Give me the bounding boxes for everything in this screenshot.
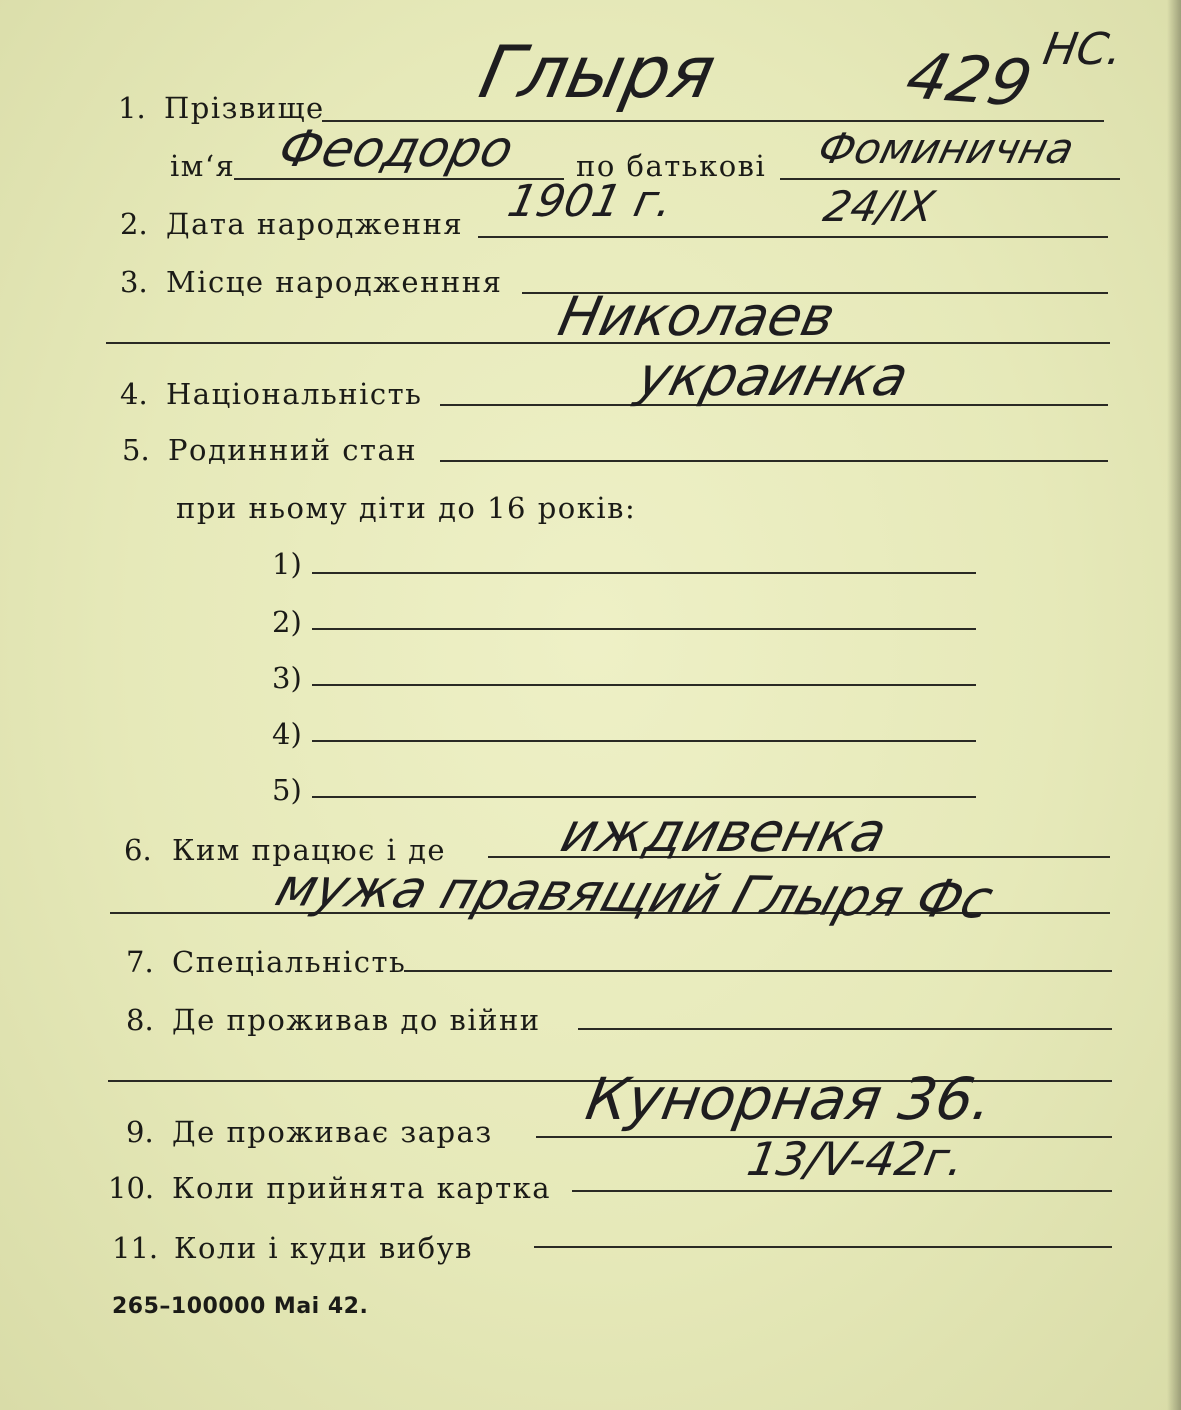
field-9-number: 9. bbox=[126, 1115, 154, 1149]
handwritten-surname: Глыря bbox=[472, 30, 723, 114]
child-item-2-line bbox=[312, 628, 976, 630]
field-departure-line bbox=[534, 1246, 1112, 1248]
field-8-number: 8. bbox=[126, 1003, 154, 1037]
field-marital-status-label: Родинний стан bbox=[168, 433, 418, 467]
field-patronymic-label: по батькові bbox=[576, 149, 767, 183]
field-prewar-residence-line bbox=[578, 1028, 1112, 1030]
field-10-number: 10. bbox=[108, 1171, 155, 1205]
field-surname-label: Прізвище bbox=[164, 91, 325, 125]
field-11-number: 11. bbox=[112, 1231, 159, 1265]
field-card-accepted-label: Коли прийнята картка bbox=[172, 1171, 552, 1205]
handwritten-birthplace: Николаев bbox=[553, 285, 841, 348]
field-first-name-label: ім‘я bbox=[170, 149, 236, 183]
handwritten-current-residence: Кунорная 36. bbox=[581, 1065, 998, 1133]
field-nationality-label: Національність bbox=[166, 377, 423, 411]
handwritten-occupation-line-2: мужа правящий Глыря Фс bbox=[268, 858, 1000, 931]
handwritten-first-name: Феодоро bbox=[273, 120, 520, 178]
field-7-number: 7. bbox=[126, 945, 154, 979]
field-birthplace-label: Місце народженння bbox=[166, 265, 503, 299]
handwritten-card-date: 13/V-42г. bbox=[743, 1132, 969, 1186]
field-specialty-line bbox=[404, 970, 1112, 972]
field-4-number: 4. bbox=[120, 377, 148, 411]
child-item-4-line bbox=[312, 740, 976, 742]
field-marital-status-line bbox=[440, 460, 1108, 462]
field-5-number: 5. bbox=[122, 433, 150, 467]
field-1-number: 1. bbox=[118, 91, 146, 125]
handwritten-birth-day: 24/IX bbox=[819, 182, 939, 231]
handwritten-patronymic: Фоминична bbox=[813, 124, 1080, 173]
field-current-residence-label: Де проживає зараз bbox=[172, 1115, 493, 1149]
field-birth-date-label: Дата народження bbox=[166, 207, 464, 241]
field-birth-date-line bbox=[478, 236, 1108, 238]
handwritten-nationality: украинка bbox=[631, 345, 915, 408]
field-occupation-label: Ким працює і де bbox=[172, 833, 447, 867]
child-item-3-number: 3) bbox=[272, 661, 302, 695]
child-item-2-number: 2) bbox=[272, 605, 302, 639]
handwritten-occupation-line-1: иждивенка bbox=[555, 801, 893, 864]
handwritten-birth-year: 1901 г. bbox=[503, 176, 678, 227]
field-card-accepted-line bbox=[572, 1190, 1112, 1192]
field-specialty-label: Спеціальність bbox=[172, 945, 407, 979]
field-prewar-residence-label: Де проживав до війни bbox=[172, 1003, 541, 1037]
child-item-5-number: 5) bbox=[272, 773, 302, 807]
field-departure-label: Коли і куди вибув bbox=[174, 1231, 473, 1265]
field-2-number: 2. bbox=[120, 207, 148, 241]
field-6-number: 6. bbox=[124, 833, 152, 867]
field-children-label: при ньому діти до 16 років: bbox=[176, 491, 637, 525]
child-item-1-number: 1) bbox=[272, 547, 302, 581]
child-item-3-line bbox=[312, 684, 976, 686]
handwritten-card-number: 429 bbox=[898, 40, 1039, 122]
child-item-4-number: 4) bbox=[272, 717, 302, 751]
child-item-5-line bbox=[312, 796, 976, 798]
handwritten-card-mark: НС. bbox=[1039, 24, 1127, 75]
field-patronymic-line bbox=[780, 178, 1120, 180]
field-3-number: 3. bbox=[120, 265, 148, 299]
print-code: 265–100000 Mai 42. bbox=[112, 1294, 369, 1319]
child-item-1-line bbox=[312, 572, 976, 574]
paper-edge-shadow bbox=[1167, 0, 1181, 1410]
